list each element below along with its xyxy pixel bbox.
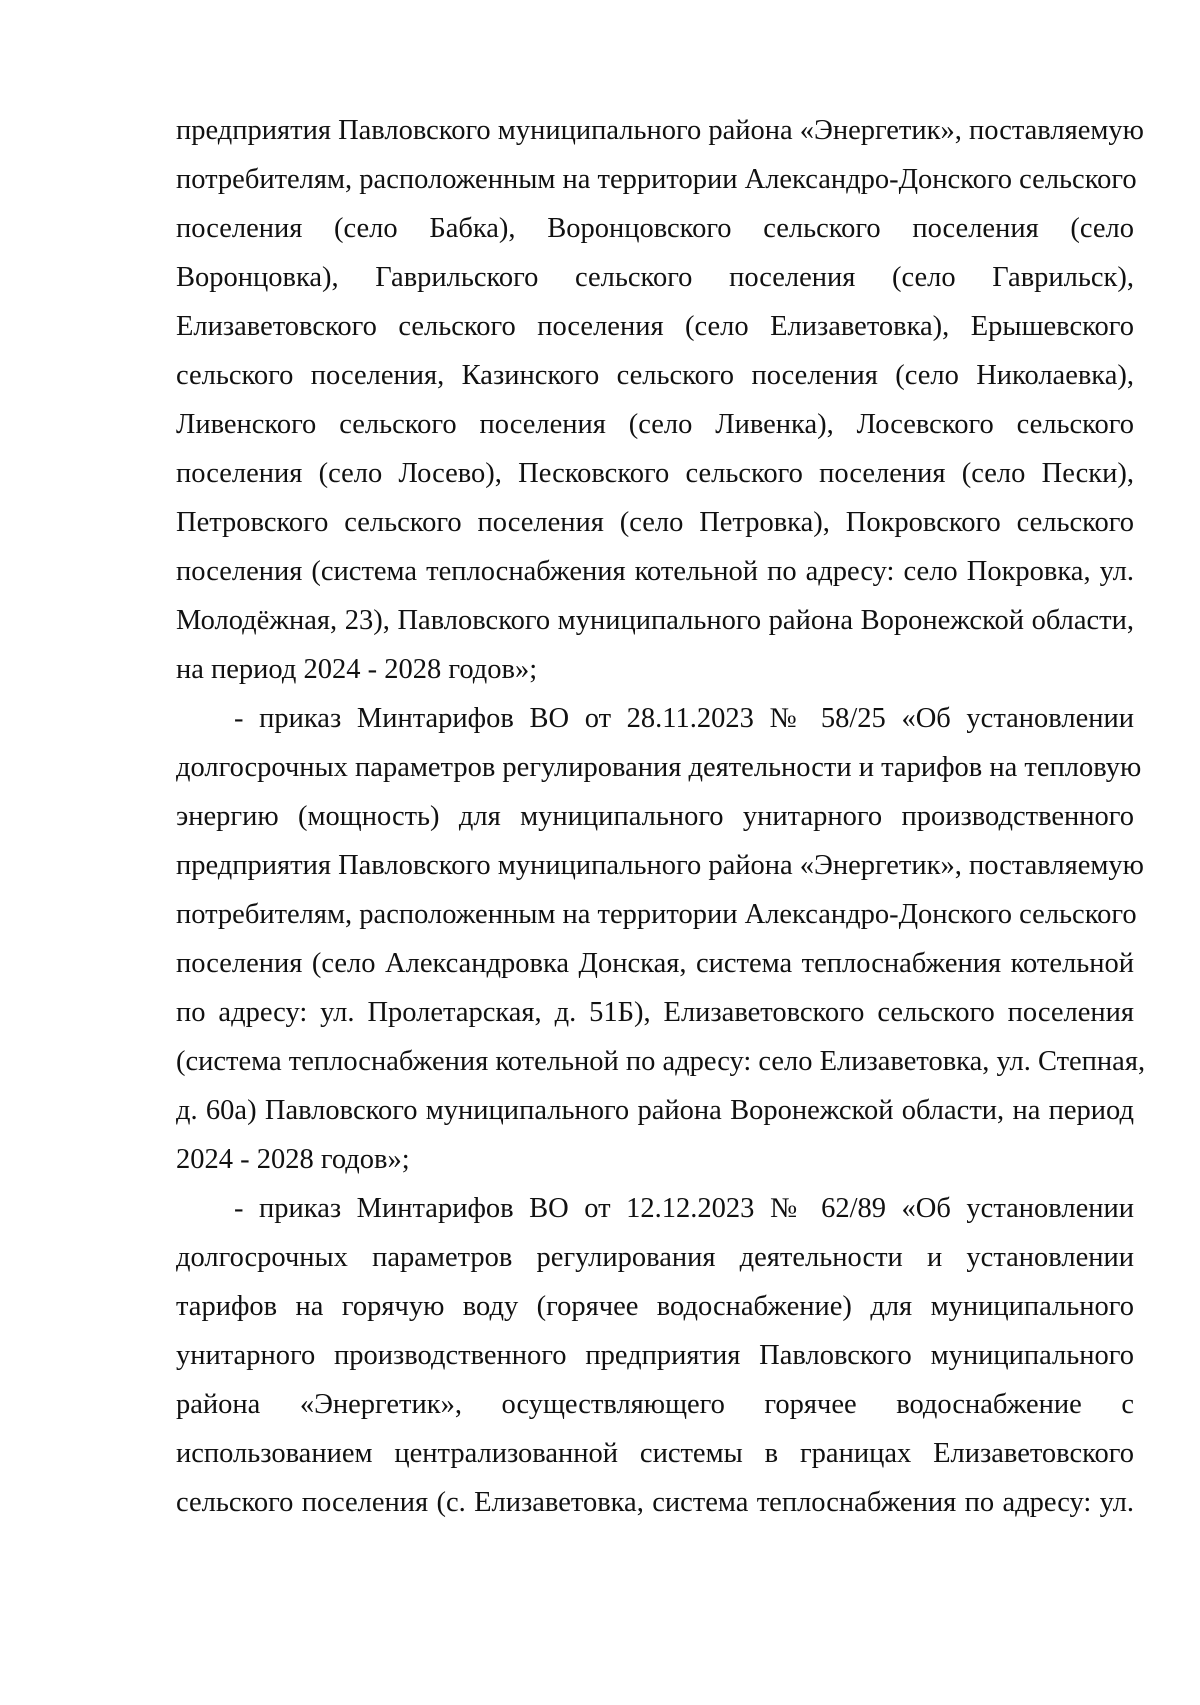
- text-line: (система теплоснабжения котельной по адресу: село Елизаветовка, ул. Степная,: [176, 1046, 1146, 1077]
- text-line: долгосрочных параметров регулирования деятельности и установлении: [176, 1242, 1134, 1273]
- paragraph-1: [176, 106, 1144, 694]
- text-line: тарифов на горячую воду (горячее водоснабжение) для муниципального: [176, 1291, 1134, 1322]
- text-line: Воронцовка), Гаврильского сельского поселения (село Гаврильск),: [176, 262, 1134, 293]
- paragraph-3: [176, 1184, 1134, 1527]
- text-line: - приказ Минтарифов ВО от 28.11.2023 № 58/25 «Об установлении: [234, 703, 1134, 734]
- text-line: Молодёжная, 23), Павловского муниципального района Воронежской области,: [176, 605, 1134, 636]
- text-line: унитарного производственного предприятия Павловского муниципального: [176, 1340, 1134, 1371]
- text-line: Ливенского сельского поселения (село Ливенка), Лосевского сельского: [176, 409, 1134, 440]
- text-line: энергию (мощность) для муниципального унитарного производственного: [176, 801, 1134, 832]
- text-line: поселения (система теплоснабжения котельной по адресу: село Покровка, ул.: [176, 556, 1134, 587]
- paragraph-2: [176, 694, 1146, 1184]
- document-body: [176, 106, 1146, 1527]
- text-line: Петровского сельского поселения (село Петровка), Покровского сельского: [176, 507, 1134, 538]
- text-line: - приказ Минтарифов ВО от 12.12.2023 № 62/89 «Об установлении: [234, 1193, 1134, 1224]
- text-line: сельского поселения, Казинского сельского поселения (село Николаевка),: [176, 360, 1134, 391]
- text-line: поселения (село Бабка), Воронцовского сельского поселения (село: [176, 213, 1134, 244]
- text-line: Елизаветовского сельского поселения (село Елизаветовка), Ерышевского: [176, 311, 1134, 342]
- text-line: поселения (село Лосево), Песковского сельского поселения (село Пески),: [176, 458, 1134, 489]
- text-line: по адресу: ул. Пролетарская, д. 51Б), Елизаветовского сельского поселения: [176, 997, 1134, 1028]
- text-line: д. 60а) Павловского муниципального района Воронежской области, на период: [176, 1095, 1134, 1126]
- text-line: использованием централизованной системы в границах Елизаветовского: [176, 1438, 1134, 1469]
- text-line: потребителям, расположенным на территории Александро-Донского сельского: [176, 164, 1137, 195]
- text-line: района «Энергетик», осуществляющего горячее водоснабжение с: [176, 1389, 1134, 1420]
- text-line: сельского поселения (с. Елизаветовка, система теплоснабжения по адресу: ул.: [176, 1487, 1134, 1518]
- text-line: потребителям, расположенным на территории Александро-Донского сельского: [176, 899, 1137, 930]
- text-line: на период 2024 - 2028 годов»;: [176, 654, 538, 685]
- text-line: предприятия Павловского муниципального района «Энергетик», поставляемую: [176, 115, 1144, 146]
- text-line: предприятия Павловского муниципального района «Энергетик», поставляемую: [176, 850, 1144, 881]
- text-line: 2024 - 2028 годов»;: [176, 1144, 410, 1175]
- text-line: долгосрочных параметров регулирования деятельности и тарифов на тепловую: [176, 752, 1142, 783]
- text-line: поселения (село Александровка Донская, система теплоснабжения котельной: [176, 948, 1134, 979]
